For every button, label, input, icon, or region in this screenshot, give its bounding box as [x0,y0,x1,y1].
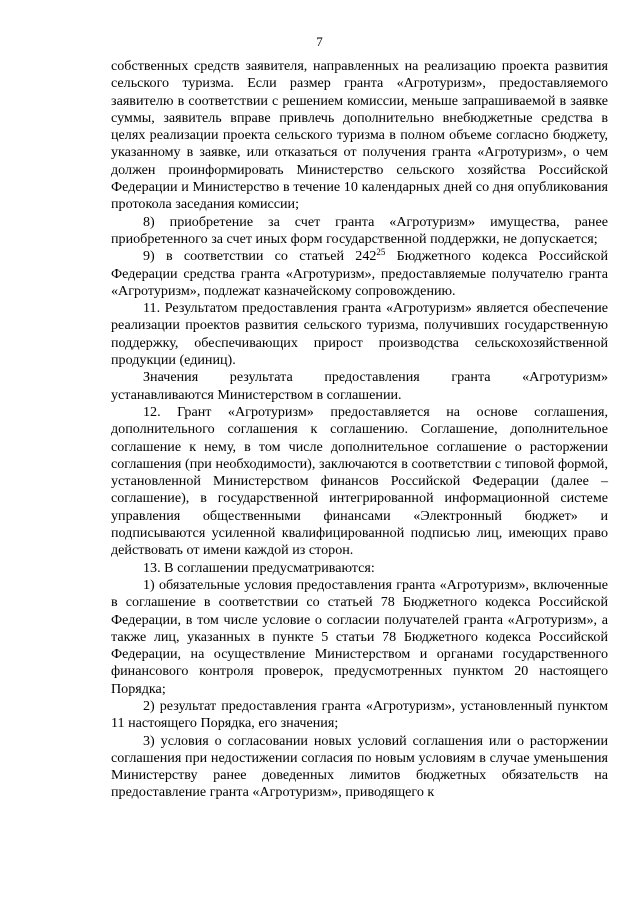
paragraph-13-item-1: 1) обязательные условия предоставления гранта «Агротуризм», включенные в соглашение в соответствии со статьей 78 Бюджетного кодекса Российской Федерации, в том числе условие о согласии получателей гранта «Агротуризм», а также лиц, указанных в пункте 5 статьи 78 Бюджетного кодекса Российской Федерации, на осуществление Министерством и органами государственного финансового контроля проверок, предусмотренных пунктом 20 настоящего Порядка; [111,576,608,697]
paragraph-item-9 [111,248,608,300]
paragraph-item-8: 8) приобретение за счет гранта «Агротуризм» имущества, ранее приобретенного за счет иных форм государственной поддержки, не допускается; [111,213,608,247]
paragraph-11-values-line2: устанавливаются Министерством в соглашении. [111,386,402,403]
paragraph-13-item-2: 2) результат предоставления гранта «Агротуризм», установленный пунктом 11 настоящего Порядка, его значения; [111,697,608,732]
paragraph-13-item-3: 3) условия о согласовании новых условий соглашения или о расторжении соглашения при недостижении согласия по новым условиям в случае уменьшения Министерству ранее доведенных лимитов бюджетных обязательств на предоставление гранта «Агротуризм», приводящего к [111,732,608,801]
paragraph-12: 12. Грант «Агротуризм» предоставляется на основе соглашения, дополнительного соглашения к соглашению. Соглашение, дополнительное соглашение к нему, в том числе дополнительное соглашение о расторжении соглашения (при необходимости), заключаются в соответствии с типовой формой, установленной Министерством финансов Российской Федерации (далее – соглашение), в государственной интегрированной информационной системе управления общественными финансами «Электронный бюджет» и подписываются усиленной квалифицированной подписью лиц, имеющих право действовать от имени каждой из сторон. [111,403,608,559]
page-number: 7 [316,34,323,49]
paragraph-11-values-line1: Значения результата предоставления гранта «Агротуризм» [143,369,608,386]
paragraph-13: 13. В соглашении предусматриваются: [143,559,375,576]
article-superscript: 25 [376,247,386,258]
document-body [111,58,608,802]
paragraph-item-9-start: 9) в соответствии со статьей 242 [143,248,377,265]
paragraph-11: 11. Результатом предоставления гранта «Агротуризм» является обеспечение реализации проектов развития сельского туризма, получивших государственную поддержку, обеспечивающих прирост производства сельскохозяйственной продукции (единиц). [111,300,608,369]
paragraph-item-9-end: Бюджетного кодекса Российской Федерации средства гранта «Агротуризм», предоставляемые получателю гранта «Агротуризм», подлежат казначейскому сопровождению. [111,248,609,299]
paragraph-continuation: собственных средств заявителя, направленных на реализацию проекта развития сельского туризма. Если размер гранта «Агротуризм», предоставляемого заявителю в соответствии с решением комиссии, меньше запрашиваемой в заявке суммы, заявитель вправе привлечь дополнительно внебюджетные средства в целях реализации проекта сельского туризма в полном объеме согласно бюджету, указанному в заявке, или отказаться от получения гранта «Агротуризм», о чем должен проинформировать Министерство сельского хозяйства Российской Федерации и Министерство в течение 10 календарных дней со дня опубликования протокола заседания комиссии; [111,58,608,213]
